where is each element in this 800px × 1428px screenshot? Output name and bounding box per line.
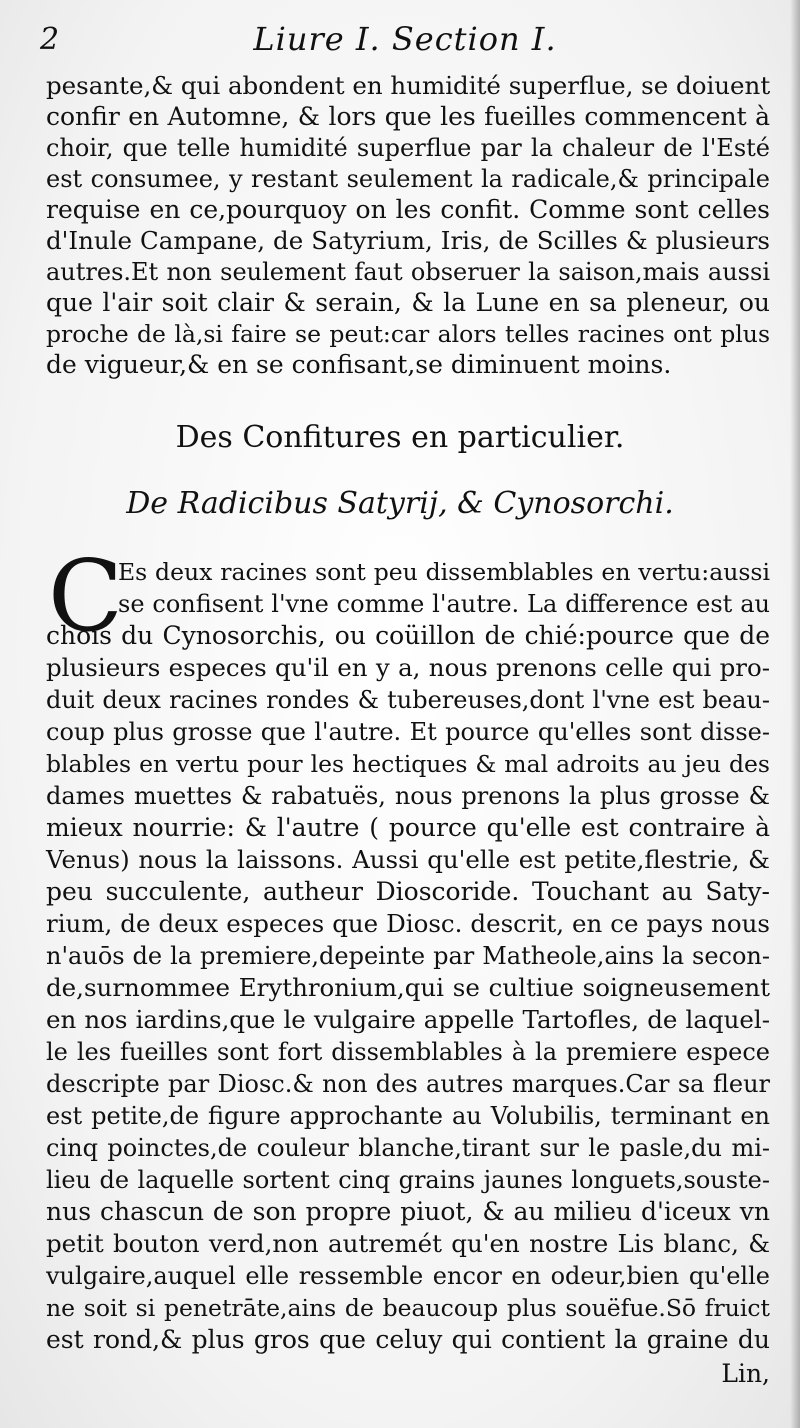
text-line: se confisent l'vne comme l'autre. La difference est au <box>118 590 770 618</box>
text-line: dames muettes & rabatuës, nous prenons la plus grosse & <box>46 782 770 810</box>
text-line: ne soit si penetrāte,ains de beaucoup plus souëfue.Sō fruict <box>46 1294 770 1322</box>
page-number: 2 <box>40 22 60 57</box>
text-line: de vigueur,& en se confisant,se diminuent moins. <box>46 350 672 379</box>
text-line: vulgaire,auquel elle ressemble encor en odeur,bien qu'elle <box>46 1262 770 1290</box>
page-header <box>40 18 770 64</box>
text-line: rium, de deux especes que Diosc. descrit, en ce pays nous <box>46 909 770 938</box>
text-line: en nos iardins,que le vulgaire appelle Tartofles, de laquel- <box>46 1005 770 1034</box>
text-line: n'auōs de la premiere,depeinte par Matheole,ains la secon- <box>46 942 770 970</box>
text-line: cinq poinctes,de couleur blanche,tirant sur le pasle,du mi- <box>46 1134 770 1162</box>
text-line: est consumee, y restant seulement la radicale,& principale <box>46 165 770 193</box>
text-line: mieux nourrie: & l'autre ( pource qu'elle est contraire à <box>46 813 770 842</box>
drop-cap: C <box>48 540 123 654</box>
text-line: proche de là,si faire se peut:car alors telles racines ont plus <box>46 320 770 348</box>
section-heading: Des Confitures en particulier. <box>175 420 625 455</box>
text-line: duit deux racines rondes & tubereuses,dont l'vne est beau- <box>46 686 770 714</box>
text-line: Es deux racines sont peu dissemblables en vertu:aussi <box>118 558 770 586</box>
text-line: confir en Automne, & lors que les fueilles commencent à <box>46 102 770 131</box>
text-line: est rond,& plus gros que celuy qui contient la graine du <box>46 1325 770 1354</box>
text-line: petit bouton verd,non autremét qu'en nostre Lis blanc, & <box>46 1229 770 1258</box>
text-line: autres.Et non seulement faut obseruer la saison,mais aussi <box>46 258 770 286</box>
text-line: que l'air soit clair & serain, & la Lune en sa pleneur, ou <box>46 288 770 317</box>
text-line: requise en ce,pourquoy on les confit. Comme sont celles <box>46 195 770 224</box>
subheading: De Radicibus Satyrij, & Cynosorchi. <box>126 486 674 521</box>
text-line: le les fueilles sont fort dissemblables à la premiere espece <box>46 1038 770 1066</box>
text-line: chois du Cynosorchis, ou coüillon de chié:pource que de <box>46 621 770 650</box>
text-line: est petite,de figure approchante au Volubilis, terminant en <box>46 1102 770 1130</box>
running-title: Liure I. Section I. <box>253 20 557 58</box>
text-line: Venus) nous la laissons. Aussi qu'elle est petite,flestrie, & <box>46 845 770 874</box>
text-line: peu succulente, autheur Dioscoride. Touchant au Saty- <box>46 877 770 906</box>
text-line: blables en vertu pour les hectiques & mal adroits au jeu des <box>46 750 770 778</box>
catchword: Lin, <box>721 1359 770 1388</box>
text-line: coup plus grosse que l'autre. Et pource qu'elles sont disse- <box>46 718 770 746</box>
text-line: descripte par Diosc.& non des autres marques.Car sa fleur <box>46 1070 770 1098</box>
text-line: d'Inule Campane, de Satyrium, Iris, de Scilles & plusieurs <box>46 226 770 255</box>
text-line: de,surnommee Erythronium,qui se cultiue soigneusement <box>46 973 770 1002</box>
text-line: choir, que telle humidité superflue par la chaleur de l'Esté <box>46 134 770 162</box>
page-edge-shadow <box>790 0 800 1428</box>
text-line: pesante,& qui abondent en humidité superflue, se doiuent <box>46 71 771 100</box>
text-line: lieu de laquelle sortent cinq grains jaunes longuets,souste- <box>46 1166 770 1194</box>
text-line: plusieurs especes qu'il en y a, nous prenons celle qui pro- <box>46 653 770 682</box>
text-line: nus chascun de son propre piuot, & au milieu d'iceux vn <box>46 1197 770 1226</box>
